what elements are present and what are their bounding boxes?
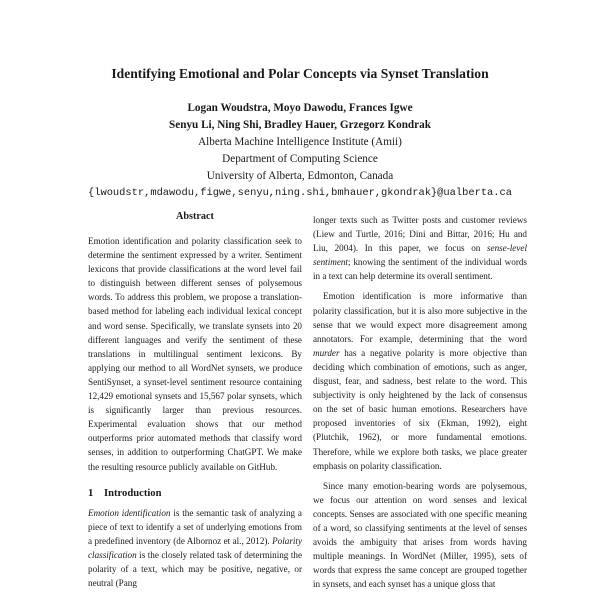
right-p2-text-2: has a negative polarity is more objective than deciding which combination of emotions, such as anger, disgust, fear, and sadness, best relate to the word. This subjectivity is only heightened by the lack of consensus on the set of basic human emotions. Researchers have proposed inventories of six (Ekman, 1992), eight (Plutchik, 1962), or more fundamental emotions. Therefore, while we explore both tasks, we place greater emphasis on polarity classification. bbox=[313, 347, 527, 471]
author-block bbox=[0, 100, 600, 202]
author-emails: {lwoudstr,mdawodu,figwe,senyu,ning.shi,bmhauer,gkondrak}@ualberta.ca bbox=[87, 187, 512, 199]
authors-line-1: Logan Woudstra, Moyo Dawodu, Frances Igwe bbox=[187, 102, 413, 114]
term-polarity-classification: Polarity classification bbox=[88, 535, 302, 560]
paper-title: Identifying Emotional and Polar Concepts via Synset Translation bbox=[111, 66, 489, 81]
introduction-heading bbox=[88, 487, 302, 501]
right-column bbox=[313, 213, 527, 597]
term-murder: murder bbox=[313, 347, 340, 358]
affiliation-institute: Alberta Machine Intelligence Institute (Amii) bbox=[198, 136, 402, 148]
right-paragraph-1 bbox=[313, 213, 527, 283]
authors-line-2: Senyu Li, Ning Shi, Bradley Hauer, Grzegorz Kondrak bbox=[169, 119, 431, 131]
term-sense-level-sentiment: sense-level sentiment bbox=[313, 243, 527, 268]
right-p1-text-1: longer texts such as Twitter posts and customer reviews (Liew and Turtle, 2016; Dini and Bittar, 2016; Hu and Liu, 2004). In this paper, we focus on bbox=[313, 215, 527, 254]
right-paragraph-3: Since many emotion-bearing words are polysemous, we focus our attention on word senses and lexical concepts. Senses are associated with one specific meaning of a word, so classifying sentiments at the level of senses avoids the ambiguity that arises from words having multiple meanings. In WordNet (Miller, 1995), sets of words that express the same concept are grouped together in synsets, and each synset has a unique gloss that bbox=[313, 480, 527, 590]
right-paragraph-2 bbox=[313, 289, 527, 472]
section-number: 1 bbox=[88, 487, 94, 499]
section-title: Introduction bbox=[104, 487, 162, 499]
right-p2-text-1: Emotion identification is more informative than polarity classification, but it is also more subjective in the sense that we would expect more disagreement among annotators. For example, determining that the word bbox=[313, 291, 527, 344]
affiliation-department: Department of Computing Science bbox=[222, 153, 378, 165]
intro-text-2: is the closely related task of determining the polarity of a text, which may be positive, negative, or neutral (Pang bbox=[88, 549, 302, 589]
affiliation-university: University of Alberta, Edmonton, Canada bbox=[206, 170, 394, 182]
abstract-text: Emotion identification and polarity classification seek to determine the sentiment expressed by a writer. Sentiment lexicons that provide classifications at the word level fail to distinguish between different senses of polysemous words. To address this problem, we propose a translation-based method for labeling each individual lexical concept and word sense. Specifically, we translate synsets into 20 different languages and verify the sentiment of these translations in multilingual sentiment lexicons. By applying our method to all WordNet synsets, we produce SentiSynset, a synset-level sentiment resource containing 12,429 emotional synsets and 15,567 polar synsets, which is significantly larger than previous resources. Experimental evaluation shows that our method outperforms prior automated methods that classify word senses, in addition to outperforming ChatGPT. We make the resulting resource publicly available on GitHub. bbox=[88, 236, 302, 472]
intro-text-1: is the semantic task of analyzing a piece of text to identify a set of underlying emotions from a predefined inventory (de Albornoz et al., 2012). bbox=[88, 507, 302, 546]
left-column bbox=[88, 210, 302, 596]
right-p1-text-2: ; knowing the sentiment of the individual words in a text can help determine its overall sentiment. bbox=[313, 257, 527, 282]
introduction-paragraph bbox=[88, 506, 302, 591]
abstract-heading: Abstract bbox=[176, 211, 214, 222]
term-emotion-identification: Emotion identification bbox=[88, 507, 171, 518]
